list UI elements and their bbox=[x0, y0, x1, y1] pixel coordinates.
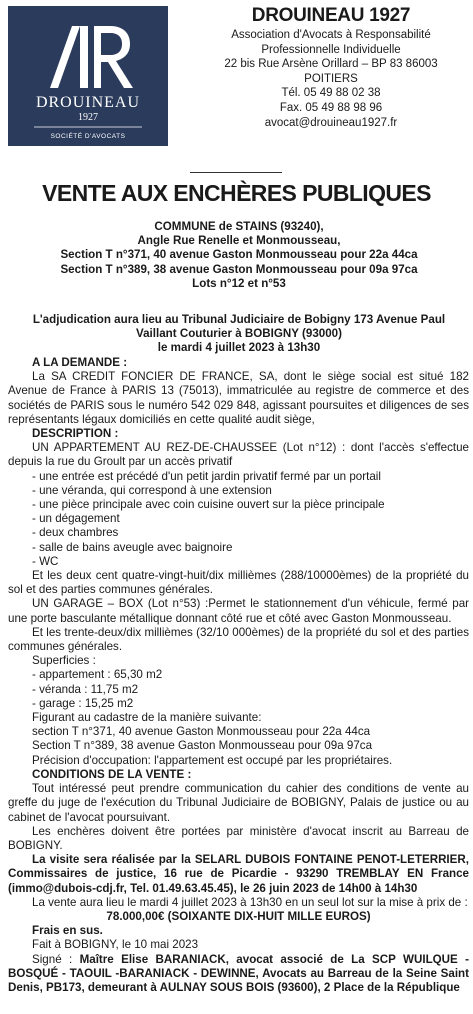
logo-a-right-stroke bbox=[80, 26, 88, 88]
logo-r-shape bbox=[94, 26, 133, 88]
property-line: Section T n°389, 38 avenue Gaston Monmousseau pour 09a 97ca bbox=[60, 262, 418, 276]
firm-name: DROUINEAU 1927 bbox=[251, 5, 411, 26]
description-item: - deux chambres bbox=[32, 526, 119, 540]
conditions-text: Les enchères doivent être portées par ministère d'avocat inscrit au Barreau de BOBIGNY. bbox=[8, 824, 469, 852]
firm-logo bbox=[8, 6, 168, 146]
fait-text: Fait à BOBIGNY, le 10 mai 2023 bbox=[32, 938, 199, 952]
quotite-garage: Et les trente-deux/dix millièmes (32/10 000èmes) de la propriété du sol et des parties communes générales. bbox=[8, 625, 469, 654]
visite-text: La visite sera réalisée par la SELARL DUBOIS FONTAINE PENOT-LETERRIER, Commissaires de justice, 16 rue de Picardie - 93290 TREMBLAY EN France (immo@dubois-cdj.fr, Tel. 01.49.63.45.45), le 26 juin 2023 de 14h00 à 14h30 bbox=[8, 853, 469, 895]
firm-line: Association d'Avocats à Responsabilité bbox=[231, 29, 431, 41]
notice-body bbox=[8, 356, 469, 995]
firm-phone: Tél. 05 49 88 02 38 bbox=[281, 87, 381, 100]
auction-block bbox=[8, 313, 470, 356]
auction-line: L'adjudication aura lieu au Tribunal Judiciaire de Bobigny 173 Avenue Paul bbox=[32, 313, 446, 326]
description-item: - WC bbox=[32, 554, 59, 568]
description-item: - salle de bains aveugle avec baignoire bbox=[32, 540, 233, 554]
quotite-appartement: Et les deux cent quatre-vingt-huit/dix millièmes (288/10000èmes) de la propriété du sol et des parties communes générales. bbox=[8, 569, 469, 597]
firm-address: 22 bis Rue Arsène Orillard – BP 83 86003 bbox=[224, 58, 438, 71]
property-line: Angle Rue Renelle et Monmousseau, bbox=[137, 234, 341, 248]
appartement-intro: UN APPARTEMENT AU REZ-DE-CHAUSSEE (Lot n°12) : dont l'accès s'effectue depuis la rue du Groult par un accès privatif bbox=[8, 441, 469, 469]
property-line: Lots n°12 et n°53 bbox=[192, 276, 286, 290]
cadastre-item: Section T n°389, 38 avenue Gaston Monmousseau pour 09a 97ca bbox=[32, 739, 373, 753]
notice-title: VENTE AUX ENCHÈRES PUBLIQUES bbox=[42, 180, 431, 206]
property-block bbox=[8, 220, 470, 291]
logo-a-left-stroke bbox=[50, 26, 80, 88]
auction-line: Vaillant Couturier à BOBIGNY (93000) bbox=[136, 327, 342, 341]
description-item: - une pièce principale avec coin cuisine ouvert sur la pièce principale bbox=[32, 498, 385, 512]
superficie-item: - véranda : 11,75 m2 bbox=[32, 682, 139, 696]
frais-text: Frais en sus. bbox=[32, 924, 103, 938]
description-item: - une véranda, qui correspond à une extension bbox=[32, 483, 272, 497]
signe-label: Signé : bbox=[32, 952, 80, 966]
demande-heading: A LA DEMANDE : bbox=[32, 356, 128, 369]
firm-line: Professionnelle Individuelle bbox=[261, 43, 401, 56]
firm-header bbox=[196, 4, 466, 130]
cadastre-item: section T n°371, 40 avenue Gaston Monmousseau pour 22a 44ca bbox=[32, 725, 371, 739]
occupation-text: Précision d'occupation: l'appartement est occupé par les propriétaires. bbox=[32, 753, 393, 767]
description-heading: DESCRIPTION : bbox=[32, 427, 119, 441]
property-line: Section T n°371, 40 avenue Gaston Monmousseau pour 22a 44ca bbox=[60, 248, 418, 262]
property-line: COMMUNE de STAINS (93240), bbox=[154, 220, 324, 233]
logo-tagline: SOCIÉTÉ D'AVOCATS bbox=[50, 133, 126, 140]
garage-description: UN GARAGE – BOX (Lot n°53) :Permet le stationnement d'un véhicule, fermé par une porte basculante métallique donnant côté rue et côté avec Gaston Monmousseau. bbox=[8, 597, 469, 625]
mise-a-prix-text: La vente aura lieu le mardi 4 juillet 2023 à 13h30 en un seul lot sur la mise à prix de : bbox=[32, 895, 468, 909]
description-item: - une entrée est précédé d'un petit jardin privatif fermé par un portail bbox=[32, 469, 381, 483]
prix-amount: 78.000,00€ (SOIXANTE DIX-HUIT MILLE EUROS) bbox=[106, 909, 371, 923]
signature-paragraph bbox=[8, 953, 469, 996]
auction-date: le mardi 4 juillet 2023 à 13h30 bbox=[157, 341, 321, 355]
superficies-heading: Superficies : bbox=[32, 654, 96, 668]
firm-email[interactable]: avocat@drouineau1927.fr bbox=[264, 116, 398, 129]
logo-graphic bbox=[8, 6, 168, 146]
cadastre-intro: Figurant au cadastre de la manière suivante: bbox=[32, 711, 262, 725]
superficie-item: - appartement : 65,30 m2 bbox=[32, 668, 163, 682]
separator-rule bbox=[190, 172, 282, 173]
conditions-text: Tout intéressé peut prendre communication du cahier des conditions de vente au greffe du juge de l'exécution du Tribunal Judiciaire de BOBIGNY, Palais de justice ou au cabinet de l'avocat poursuivant. bbox=[8, 782, 469, 824]
firm-fax: Fax. 05 49 88 98 96 bbox=[279, 101, 383, 114]
signature-text: Maître Elise BARANIACK, avocat associé de La SCP WUILQUE - BOSQUÉ - TAOUIL -BARANIACK - DEWINNE, Avocats au Barreau de la Seine Saint Denis, PB173, demeurant à AULNAY SOUS BOIS (93600), 2 Place de la République bbox=[8, 952, 469, 994]
firm-city: POITIERS bbox=[304, 72, 358, 85]
conditions-heading: CONDITIONS DE LA VENTE : bbox=[32, 767, 192, 781]
superficie-item: - garage : 15,25 m2 bbox=[32, 696, 134, 710]
demande-text: La SA CREDIT FONCIER DE FRANCE, SA, dont le siège social est situé 182 Avenue de France à PARIS 13 (75013), immatriculée au registre de commerce et des sociétés de PARIS sous le numéro 542 029 848, agissant poursuites et diligences de ses représentants légaux domiciliés en cette qualité audit siège, bbox=[8, 370, 469, 426]
description-item: - un dégagement bbox=[32, 512, 120, 526]
logo-year: 1927 bbox=[78, 112, 98, 123]
logo-name: DROUINEAU bbox=[35, 94, 141, 111]
